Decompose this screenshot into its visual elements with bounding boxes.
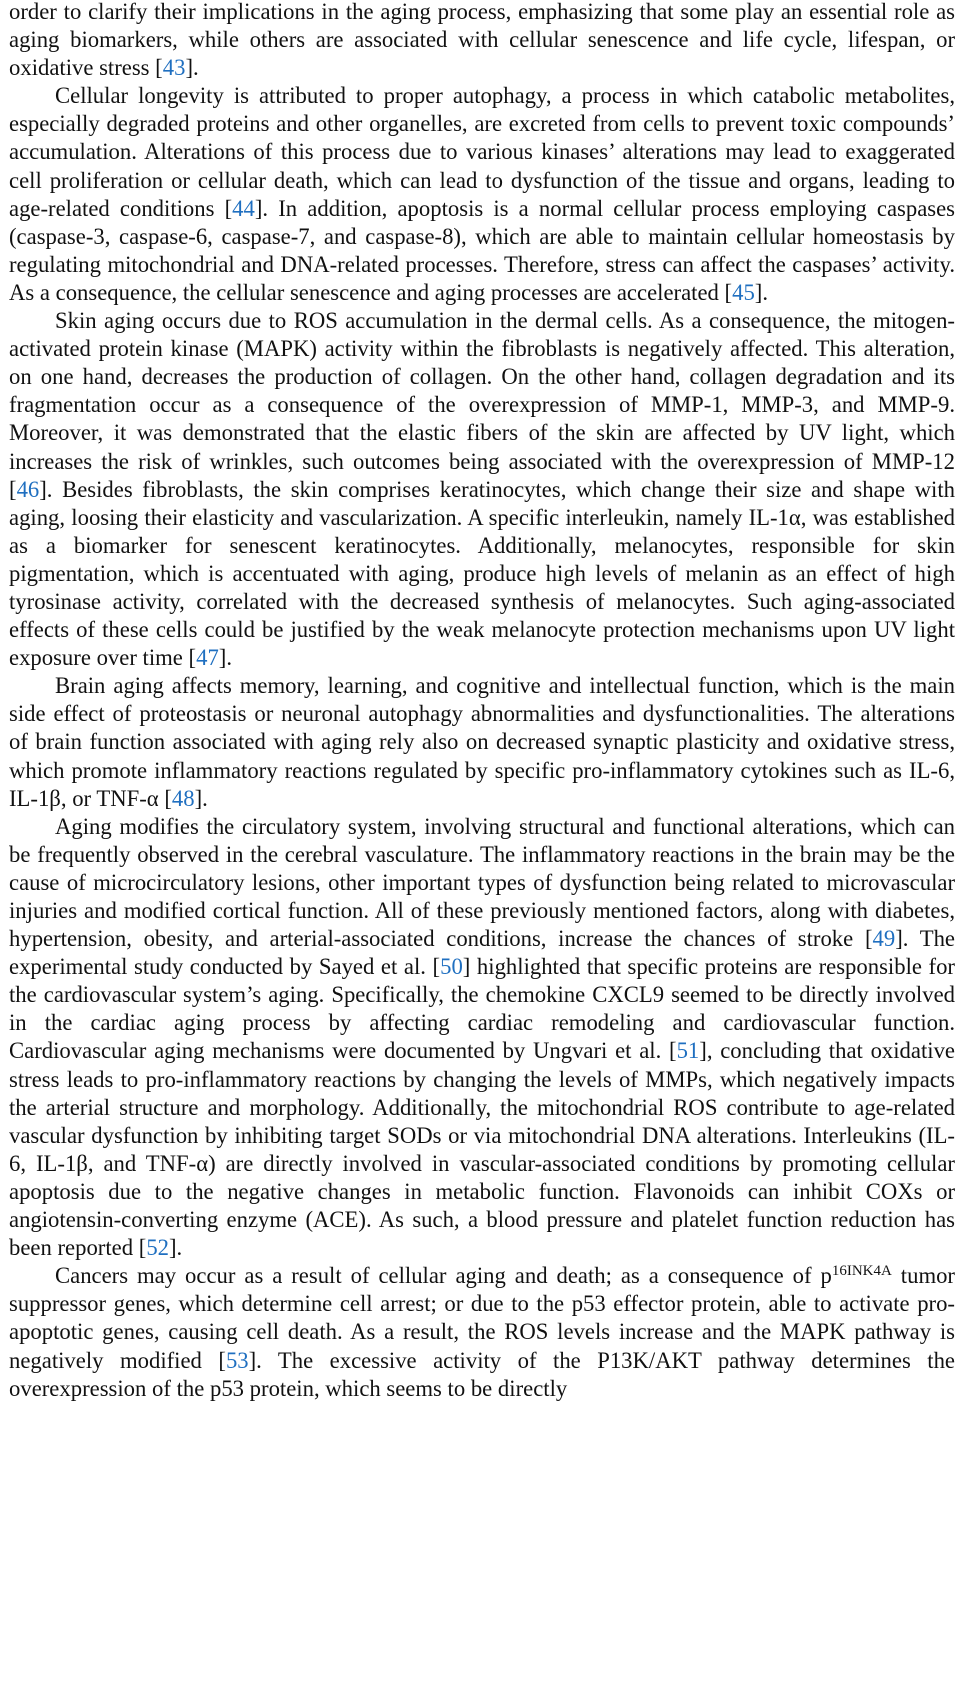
paragraph-text: Brain aging affects memory, learning, and cognitive and intellectual function, which is the main side effect of proteostasis or neuronal autophagy abnormalities and dysfunctionalities. The alterations of brain function associated with aging rely also on decreased synaptic plasticity and oxidative stress, which promote inflammatory reactions regulated by specific pro-inflammatory cytokines such as IL-6, IL-1β, or TNF-α [ bbox=[9, 673, 955, 811]
citation-link[interactable]: 47 bbox=[196, 645, 219, 671]
paragraph-text: ]. bbox=[754, 279, 769, 305]
paragraph-text: ] highlighted that specific proteins are responsible for the cardiovascular system’s aging. Specifically, the chemokine CXCL9 seemed to be directly involved in the cardiac aging process by affecting cardiac remodeling and cardiovascular function. Cardiovascular aging mechanisms were documented by Ungvari et al. [ bbox=[9, 954, 955, 1064]
paragraph-text: ]. In addition, apoptosis is a normal cellular process employing caspases (caspase-3, caspase-6, caspase-7, and caspase-8), which are able to maintain cellular homeostasis by regulating mitochondrial and DNA-related processes. Therefore, stress can affect the caspases’ activity. As a consequence, the cellular senescence and aging processes are accelerated [ bbox=[9, 195, 955, 305]
paragraph-text: ]. bbox=[218, 645, 233, 671]
body-paragraph bbox=[9, 1262, 955, 1402]
paragraph-text: ], concluding that oxidative stress leads to pro-inflammatory reactions by changing the levels of MMPs, which negatively impacts the arterial structure and morphology. Additionally, the mitochondrial ROS contribute to age-related vascular dysfunction by inhibiting target SODs or via mitochondrial DNA alterations. Interleukins (IL-6, IL-1β, and TNF-α) are directly involved in vascular-associated conditions by promoting cellular apoptosis due to the negative changes in metabolic function. Flavonoids can inhibit COXs or angiotensin-converting enzyme (ACE). As such, a blood pressure and platelet function reduction has been reported [ bbox=[9, 1038, 955, 1261]
citation-link[interactable]: 49 bbox=[872, 926, 896, 952]
paragraph-text: Cancers may occur as a result of cellular aging and death; as a consequence of p bbox=[55, 1263, 832, 1289]
paragraph-text: order to clarify their implications in the aging process, emphasizing that some play an essential role as aging biomarkers, while others are associated with cellular senescence and life cycle, lifespan, or oxidative stress [ bbox=[9, 0, 955, 81]
citation-link[interactable]: 45 bbox=[732, 279, 755, 305]
citation-link[interactable]: 48 bbox=[171, 785, 195, 811]
paragraph-text: ]. The experimental study conducted by Sayed et al. [ bbox=[9, 926, 955, 980]
body-paragraph bbox=[9, 307, 955, 672]
body-paragraph bbox=[9, 813, 955, 1263]
body-paragraph bbox=[9, 672, 955, 812]
paragraph-text: Cellular longevity is attributed to proper autophagy, a process in which catabolic metabolites, especially degraded proteins and other organelles, are excreted from cells to prevent toxic compounds’ accumulation. Alterations of this process due to various kinases’ alterations may lead to exaggerated cell proliferation or cellular death, which can lead to dysfunction of the tissue and organs, leading to age-related conditions [ bbox=[9, 83, 955, 221]
paragraph-text: ]. The excessive activity of the P13K/AKT pathway determines the overexpression of the p53 protein, which seems to be directly bbox=[9, 1347, 955, 1401]
citation-link[interactable]: 44 bbox=[232, 195, 255, 221]
paragraph-text: ]. Besides fibroblasts, the skin comprises keratinocytes, which change their size and shape with aging, loosing their elasticity and vascularization. A specific interleukin, namely IL-1α, was established as a biomarker for senescent keratinocytes. Additionally, melanocytes, responsible for skin pigmentation, which is accentuated with aging, produce high levels of melanin as an effect of high tyrosinase activity, correlated with the decreased synthesis of melanocytes. Such aging-associated effects of these cells could be justified by the weak melanocyte protection mechanisms upon UV light exposure over time [ bbox=[9, 476, 955, 671]
citation-link[interactable]: 50 bbox=[440, 954, 463, 980]
citation-link[interactable]: 46 bbox=[16, 476, 40, 502]
superscript-text: 16INK4A bbox=[831, 1263, 892, 1280]
paragraph-text: tumor suppressor genes, which determine cell arrest; or due to the p53 effector protein, able to activate pro-apoptotic genes, causing cell death. As a result, the ROS levels increase and the MAPK pathway is negatively modified [ bbox=[9, 1263, 955, 1373]
citation-link[interactable]: 52 bbox=[146, 1235, 169, 1261]
paragraph-text: ]. bbox=[194, 785, 208, 811]
body-paragraph bbox=[9, 82, 955, 307]
citation-link[interactable]: 43 bbox=[162, 55, 186, 81]
body-paragraph bbox=[9, 0, 955, 82]
paragraph-text: ]. bbox=[169, 1235, 183, 1261]
paragraph-text: Aging modifies the circulatory system, involving structural and functional alterations, which can be frequently observed in the cerebral vasculature. The inflammatory reactions in the brain may be the cause of microcirculatory lesions, other important types of dysfunction being related to microvascular injuries and modified cortical function. All of these previously mentioned factors, along with diabetes, hypertension, obesity, and arterial-associated conditions, increase the chances of stroke [ bbox=[9, 813, 955, 952]
paragraph-text: Skin aging occurs due to ROS accumulation in the dermal cells. As a consequence, the mitogen-activated protein kinase (MAPK) activity within the fibroblasts is negatively affected. This alteration, on one hand, decreases the production of collagen. On the other hand, collagen degradation and its fragmentation occur as a consequence of the overexpression of MMP-1, MMP-3, and MMP-9. Moreover, it was demonstrated that the elastic fibers of the skin are affected by UV light, which increases the risk of wrinkles, such outcomes being associated with the overexpression of MMP-12 [ bbox=[9, 308, 955, 502]
paragraph-text: ]. bbox=[185, 55, 199, 81]
citation-link[interactable]: 51 bbox=[676, 1038, 700, 1064]
citation-link[interactable]: 53 bbox=[225, 1347, 249, 1373]
